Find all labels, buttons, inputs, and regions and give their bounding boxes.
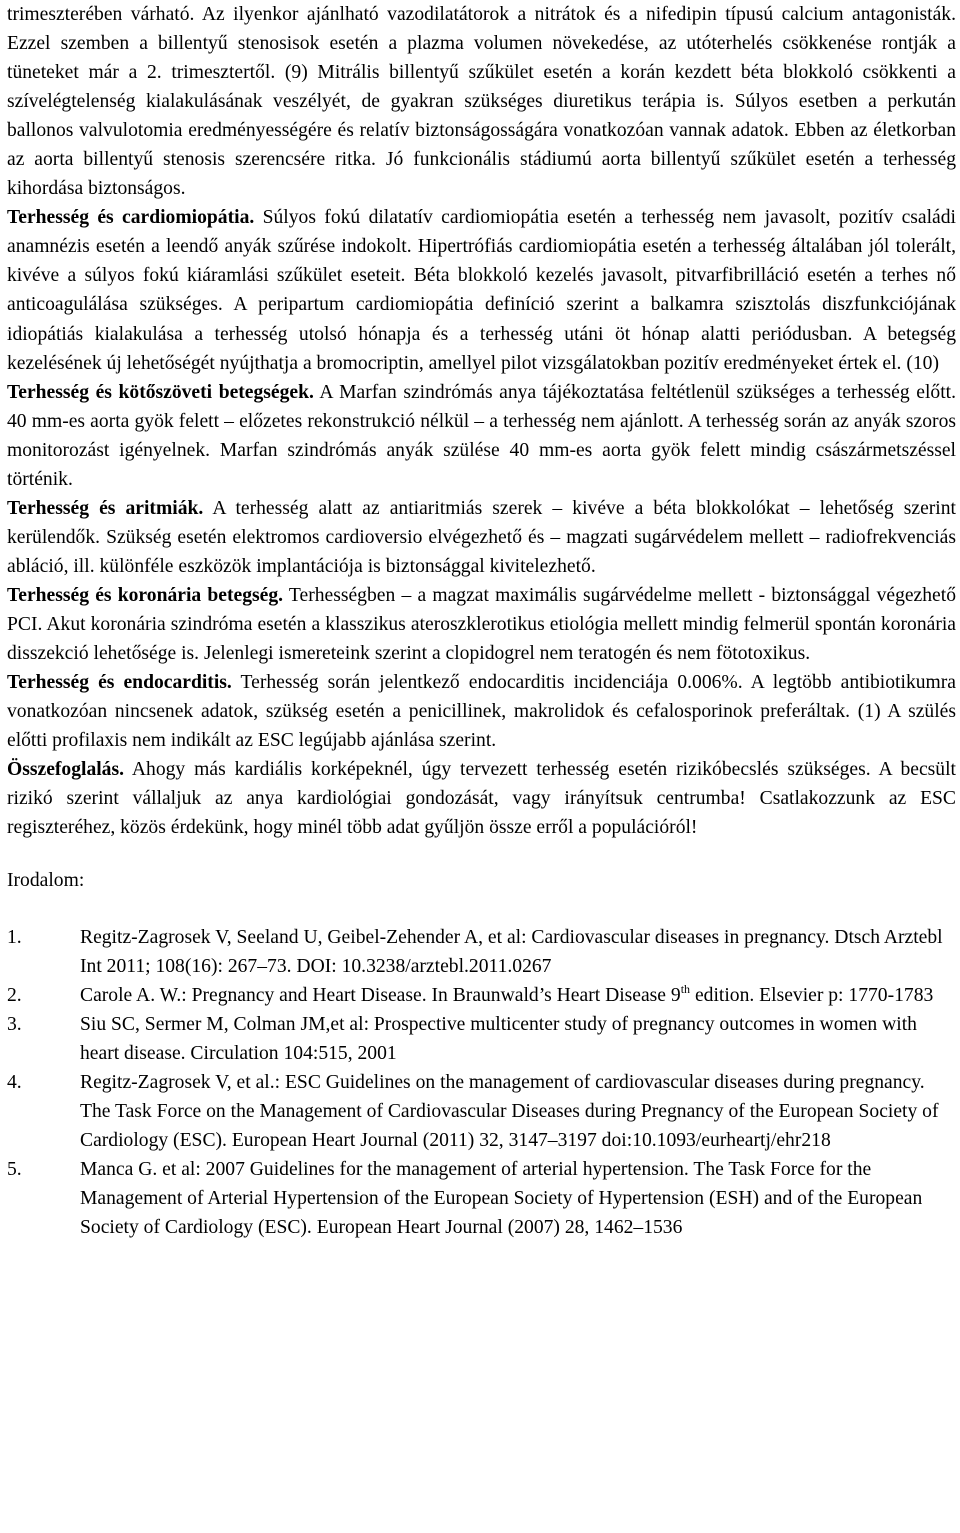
paragraph-connective-tissue [7,378,956,494]
article-body [7,0,956,842]
section-title-summary: Összefoglalás. [7,759,125,781]
reference-number: 1. [7,927,22,949]
paragraph-text: Ahogy más kardiális korképeknél, úgy tervezett terhesség esetén rizikóbecslés szükséges. A becsült rizikó szerint vállaljuk az anya kardiológiai gondozását, vagy irányítsuk centrumba! Csatlakozzunk az ESC regiszteréhez, közös érdekünk, hogy minél több adat gyűljön össze erről a populációról! [7,759,956,839]
paragraph-text: A terhesség alatt az antiaritmiás szerek – kivéve a béta blokkolókat – lehetőség szerint kerülendők. Szükség esetén elektromos cardioversio elvégezhető és – magzati sugárvédelem mellett – radiofrekvenciás abláció, ill. különféle eszközök implantációja is biztonsággal kivitelezhető. [7,497,956,577]
reference-number: 2. [7,985,22,1007]
reference-item [7,981,956,1010]
reference-number: 4. [7,1072,22,1094]
paragraph-coronary [7,581,956,668]
section-title-arrhythmia: Terhesség és aritmiák. [7,497,204,519]
reference-number: 5. [7,1159,22,1181]
reference-number: 3. [7,1014,22,1036]
section-title-endocarditis: Terhesség és endocarditis. [7,672,232,694]
paragraph-text: A Marfan szindrómás anya tájékoztatása feltétlenül szükséges a terhesség előtt. 40 mm-es aorta gyök felett – előzetes rekonstrukció nélkül – a terhesség nem ajánlott. A terhesség során az anyák szoros monitorozást igényelnek. Marfan szindrómás anyák szülése 40 mm-es aorta gyök felett mindig császármetszéssel történik. [7,381,956,490]
paragraph-text: Terhességben – a magzat maximális sugárvédelme mellett - biztonsággal végezhető PCI. Akut koronária szindróma esetén a klasszikus ateroszklerotikus etiológia mellett mindig felmerül spontán koronária disszekció lehetősége is. Jelenlegi ismereteink szerint a clopidogrel nem teratogén és nem fötotoxikus. [7,584,956,665]
superscript-ordinal: th [680,982,691,997]
document-page [7,0,956,1242]
reference-text: Carole A. W.: Pregnancy and Heart Disease. In Braunwald’s Heart Disease 9 [80,985,681,1007]
paragraph-valvular [7,0,956,203]
reference-item [7,923,956,981]
reference-item [7,1068,956,1155]
paragraph-text: trimeszterében várható. Az ilyenkor ajánlható vazodilatátorok a nitrátok és a nifedipin típusú calcium antagonisták. Ezzel szemben a billentyű stenosisok esetén a plazma volumen növekedése, az utóterhelés csökkenése rontják a tüneteket már a 2. trimesztertől. (9) Mitrális billentyű szűkület esetén a korán kezdett béta blokkoló csökkenti a szívelégtelenség kialakulásának veszélyét, de gyakran szükséges diuretikus terápia is. Súlyos esetben a perkután ballonos valvulotomia eredményességére és relatív biztonságosságára vonatkozóan vannak adatok. Ebben az életkorban az aorta billentyű stenosis szerencsére ritka. Jó funkcionális stádiumú aorta billentyű szűkület esetén a terhesség kihordása biztonságos. [7,4,956,200]
reference-text: Regitz-Zagrosek V, et al.: ESC Guidelines on the management of cardiovascular diseases during pregnancy. The Task Force on the Management of Cardiovascular Diseases during Pregnancy of the European Society of Cardiology (ESC). European Heart Journal (2011) 32, 3147–3197 doi:10.1093/eurheartj/ehr218 [80,1072,939,1152]
reference-text: Manca G. et al: 2007 Guidelines for the management of arterial hypertension. The Task Force for the Management of Arterial Hypertension of the European Society of Hypertension (ESH) and of the European Society of Cardiology (ESC). European Heart Journal (2007) 28, 1462–1536 [80,1159,923,1239]
reference-text: Siu SC, Sermer M, Colman JM,et al: Prospective multicenter study of pregnancy outcomes in women with heart disease. Circulation 104:515, 2001 [80,1014,917,1065]
reference-item [7,1010,956,1068]
paragraph-cardiomyopathy [7,203,956,377]
section-title-connective-tissue: Terhesség és kötőszöveti betegségek. [7,381,314,403]
section-title-coronary: Terhesség és koronária betegség. [7,584,284,606]
section-title-cardiomyopathy: Terhesség és cardiomiopátia. [7,207,255,229]
paragraph-text: Súlyos fokú dilatatív cardiomiopátia esetén a terhesség nem javasolt, pozitív családi anamnézis esetén a leendő anyák szűrése indokolt. Hipertrófiás cardiomiopátia esetén a terhesség általában jól tolerált, kivéve a súlyos fokú kiáramlási szűkület eseteit. Béta blokkoló kezelés javasolt, pitvarfibrilláció esetén a terhes nő anticoagulálása szükséges. A peripartum cardiomiopátia definíció szerint a balkamra szisztolás diszfunkciójának idiopátiás kialakulása a terhesség utolsó hónapja és a terhesség utáni öt hónap alatti periódusban. A betegség kezelésének új lehetőségét nyújthatja a bromocriptin, amellyel pilot vizsgálatokban pozitív eredményeket értek el. (10) [7,207,956,374]
paragraph-endocarditis [7,668,956,755]
reference-text-continued: edition. Elsevier p: 1770-1783 [690,985,934,1007]
paragraph-arrhythmia [7,494,956,581]
reference-item [7,1155,956,1242]
reference-list [7,923,956,1242]
reference-text: Regitz-Zagrosek V, Seeland U, Geibel-Zehender A, et al: Cardiovascular diseases in pregnancy. Dtsch Arztebl Int 2011; 108(16): 267–73. DOI: 10.3238/arztebl.2011.0267 [80,927,943,978]
paragraph-summary [7,755,956,842]
references-heading: Irodalom: [7,870,85,892]
paragraph-text: Terhesség során jelentkező endocarditis incidenciája 0.006%. A legtöbb antibiotikumra vonatkozóan nincsenek adatok, szükség esetén a penicillinek, makrolidok és cefalosporinok preferáltak. (1) A szülés előtti profilaxis nem indikált az ESC legújabb ajánlása szerint. [7,672,956,752]
